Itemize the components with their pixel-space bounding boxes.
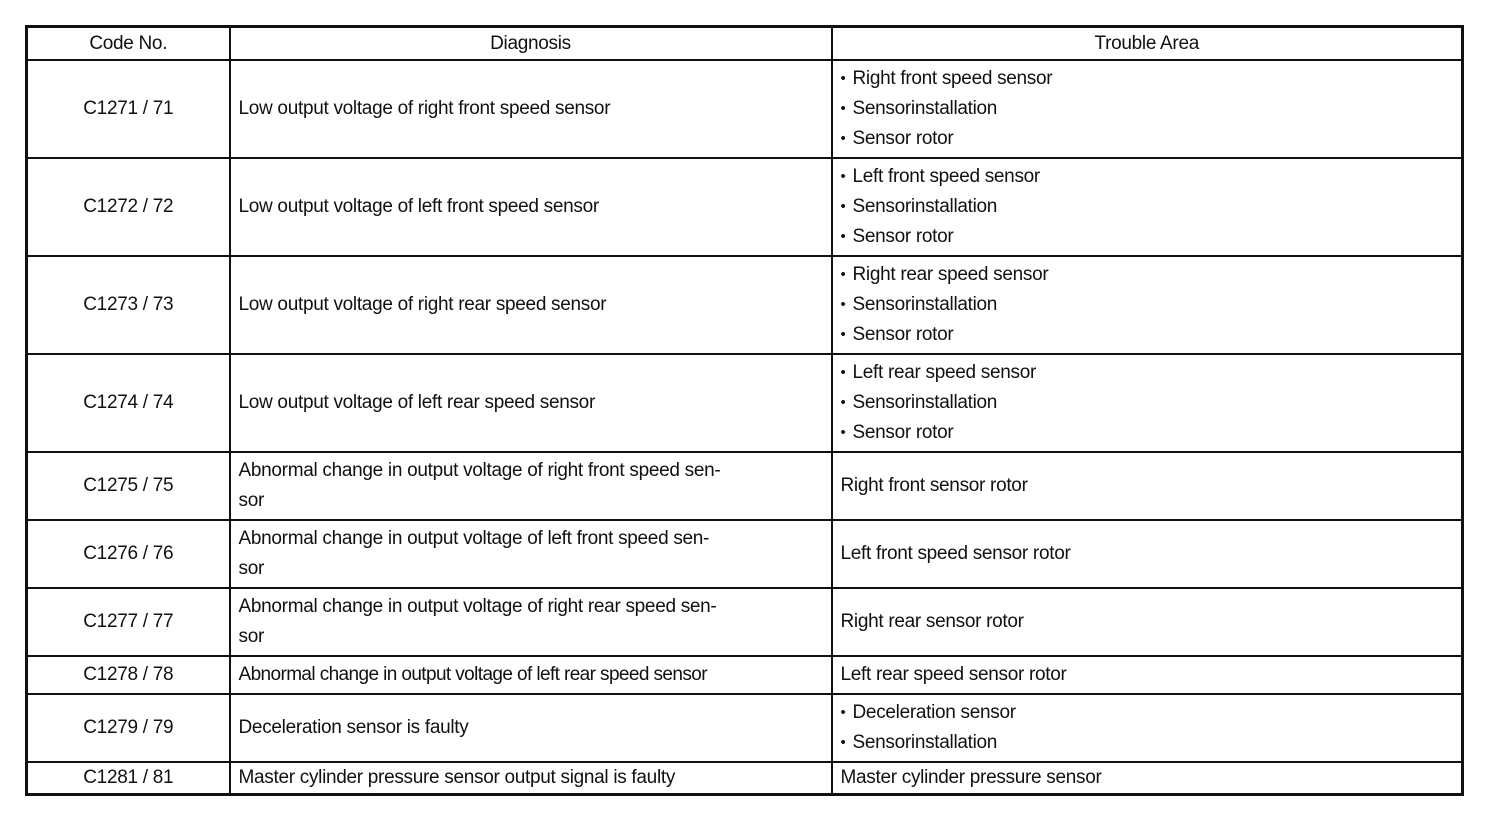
- trouble-area-item: • Sensor rotor: [841, 320, 1454, 350]
- table-row: [27, 158, 1463, 256]
- table-row: [27, 762, 1463, 795]
- trouble-area-cell: Left front speed sensor rotor: [832, 520, 1463, 588]
- trouble-area-cell: [832, 354, 1463, 452]
- code-cell: C1276 / 76: [27, 520, 230, 588]
- diagnosis-cell: Low output voltage of right rear speed sensor: [230, 256, 832, 354]
- code-cell: C1275 / 75: [27, 452, 230, 520]
- trouble-area-cell: [832, 694, 1463, 762]
- trouble-area-item: • Deceleration sensor: [841, 698, 1454, 728]
- trouble-area-list: [841, 698, 1454, 758]
- trouble-area-cell: [832, 256, 1463, 354]
- table-row: [27, 60, 1463, 158]
- diagnosis-cell: Deceleration sensor is faulty: [230, 694, 832, 762]
- trouble-area-item: • Sensorinstallation: [841, 388, 1454, 418]
- trouble-area-item: • Sensorinstallation: [841, 290, 1454, 320]
- trouble-area-cell: Right front sensor rotor: [832, 452, 1463, 520]
- trouble-area-cell: Left rear speed sensor rotor: [832, 656, 1463, 694]
- table-row: [27, 452, 1463, 520]
- code-cell: C1271 / 71: [27, 60, 230, 158]
- header-row: [27, 27, 1463, 61]
- trouble-area-cell: [832, 60, 1463, 158]
- diagnosis-cell: Abnormal change in output voltage of right front speed sen- sor: [230, 452, 832, 520]
- trouble-area-list: [841, 64, 1454, 154]
- trouble-area-item: • Right front speed sensor: [841, 64, 1454, 94]
- code-cell: C1272 / 72: [27, 158, 230, 256]
- trouble-area-item: • Sensor rotor: [841, 222, 1454, 252]
- header-trouble-area: Trouble Area: [832, 27, 1463, 61]
- code-cell: C1278 / 78: [27, 656, 230, 694]
- code-cell: C1279 / 79: [27, 694, 230, 762]
- trouble-area-list: [841, 260, 1454, 350]
- code-cell: C1274 / 74: [27, 354, 230, 452]
- table-row: [27, 694, 1463, 762]
- code-cell: C1277 / 77: [27, 588, 230, 656]
- table-row: [27, 354, 1463, 452]
- header-diagnosis: Diagnosis: [230, 27, 832, 61]
- table-row: [27, 656, 1463, 694]
- diagnostic-code-table: [25, 25, 1464, 796]
- trouble-area-item: • Right rear speed sensor: [841, 260, 1454, 290]
- trouble-area-item: • Sensor rotor: [841, 418, 1454, 448]
- trouble-area-item: • Left front speed sensor: [841, 162, 1454, 192]
- header-code-no: Code No.: [27, 27, 230, 61]
- diagnosis-cell: Low output voltage of right front speed sensor: [230, 60, 832, 158]
- diagnosis-cell: Low output voltage of left rear speed sensor: [230, 354, 832, 452]
- trouble-area-list: [841, 358, 1454, 448]
- trouble-area-cell: Right rear sensor rotor: [832, 588, 1463, 656]
- diagnosis-cell: Low output voltage of left front speed sensor: [230, 158, 832, 256]
- table-row: [27, 588, 1463, 656]
- trouble-area-item: • Left rear speed sensor: [841, 358, 1454, 388]
- trouble-area-item: • Sensorinstallation: [841, 94, 1454, 124]
- diagnosis-cell: Abnormal change in output voltage of right rear speed sen- sor: [230, 588, 832, 656]
- trouble-area-cell: Master cylinder pressure sensor: [832, 762, 1463, 795]
- trouble-area-item: • Sensor rotor: [841, 124, 1454, 154]
- code-cell: C1273 / 73: [27, 256, 230, 354]
- diagnosis-cell: Master cylinder pressure sensor output signal is faulty: [230, 762, 832, 795]
- diagnosis-cell: Abnormal change in output voltage of left front speed sen- sor: [230, 520, 832, 588]
- trouble-area-item: • Sensorinstallation: [841, 728, 1454, 758]
- diagnosis-cell: Abnormal change in output voltage of left rear speed sensor: [230, 656, 832, 694]
- trouble-area-cell: [832, 158, 1463, 256]
- table-row: [27, 256, 1463, 354]
- trouble-area-list: [841, 162, 1454, 252]
- trouble-area-item: • Sensorinstallation: [841, 192, 1454, 222]
- code-cell: C1281 / 81: [27, 762, 230, 795]
- table-row: [27, 520, 1463, 588]
